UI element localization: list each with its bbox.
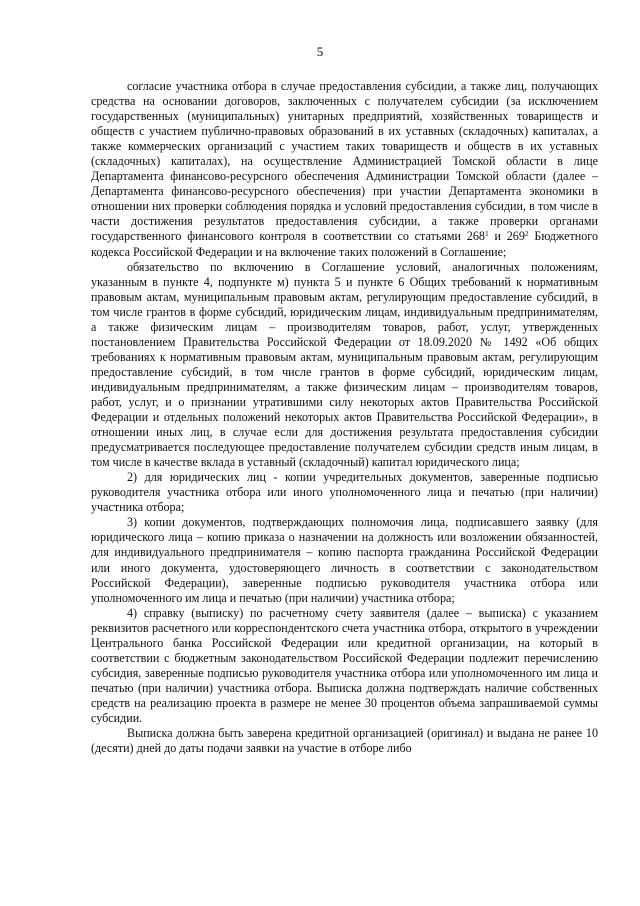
paragraph-item-4: 4) справку (выписку) по расчетному счету заявителя (далее – выписка) с указанием реквизитов расчетного или корреспондентского счета участника отбора, открытого в учреждении Центрального банка Российской Федерации или кредитной организации, на который в соответствии с бюджетным законодательством Российской Федерации подлежит перечислению субсидия, заверенные подписью руководителя участника отбора или уполномоченного им лица и печатью (при наличии) участника отбора. Выписка должна подтверждать наличие собственных средств на реализацию проекта в размере не менее 30 процентов объема запрашиваемой суммы субсидии. xyxy=(91,605,598,725)
paragraph-agreement-obligation: обязательство по включению в Соглашение условий, аналогичных положениям, указанным в пункте 4, подпункте м) пункта 5 и пункте 6 Общих требований к нормативным правовым актам, муниципальным правовым актам, регулирующим предоставление субсидий, в том числе грантов в форме субсидий, юридическим лицам, индивидуальным предпринимателям, а также физическим лицам – производителям товаров, работ, услуг, утвержденных постановлением Правительства Российской Федерации от 18.09.2020 № 1492 «Об общих требованиях к нормативным правовым актам, муниципальным правовым актам, регулирующим предоставление субсидий, в том числе грантов в форме субсидий, юридическим лицам, индивидуальным предпринимателям, а также физическим лицам – производителям товаров, работ, услуг, и о признании утратившими силу некоторых актов Правительства Российской Федерации и отдельных положений некоторых актов Правительства Российской Федерации», в отношении иных лиц, в случае если для достижения результата предоставления субсидии предусматривается последующее предоставление получателем субсидии средств иным лицам, в том числе в качестве вклада в уставный (складочный) капитал юридического лица; xyxy=(91,259,598,470)
footnote-superscript: 1 xyxy=(484,229,489,239)
footnote-superscript: 2 xyxy=(524,229,529,239)
document-body xyxy=(91,79,598,756)
paragraph-text-continued: и 269 xyxy=(488,229,525,244)
paragraph-item-3: 3) копии документов, подтверждающих полномочия лица, подписавшего заявку (для юридического лица – копию приказа о назначении на должность или возложении обязанностей, для индивидуального предпринимателя – копию паспорта гражданина Российской Федерации или иного документа, удостоверяющего личность в соответствии с законодательством Российской Федерации), заверенные подписью руководителя участника отбора или уполномоченного им лица и печатью (при наличии) участника отбора; xyxy=(91,515,598,605)
paragraph-text: согласие участника отбора в случае предоставления субсидии, а также лиц, получающих средства на основании договоров, заключенных с получателем субсидии (за исключением государственных (муниципальных) унитарных предприятий, хозяйственных товариществ и обществ с участием публично-правовых образований в их уставных (складочных) капиталах, а также коммерческих организаций с участием таких товариществ и обществ в их уставных (складочных) капиталах), на осуществление Администрацией Томской области в лице Департамента финансово-ресурсного обеспечения Администрации Томской области (далее – Департамента финансово-ресурсного обеспечения) при участии Департамента экономики в отношении них проверки соблюдения порядка и условий предоставления субсидии, в том числе в части достижения результатов предоставления субсидии, а также проверки органами государственного финансового контроля в соответствии со статьями 268 xyxy=(91,79,598,244)
paragraph-text-tail: Бюджетного кодекса Российской Федерации и на включение таких положений в Соглашение; xyxy=(91,229,598,259)
paragraph-item-2: 2) для юридических лиц - копии учредительных документов, заверенные подписью руководителя участника отбора или иного уполномоченного лица и печатью (при наличии) участника отбора; xyxy=(91,470,598,515)
page-number: 5 xyxy=(316,44,324,59)
paragraph-consent-inspection xyxy=(91,79,598,260)
paragraph-statement-certification: Выписка должна быть заверена кредитной организацией (оригинал) и выдана не ранее 10 (десяти) дней до даты подачи заявки на участие в отборе либо xyxy=(91,726,598,756)
